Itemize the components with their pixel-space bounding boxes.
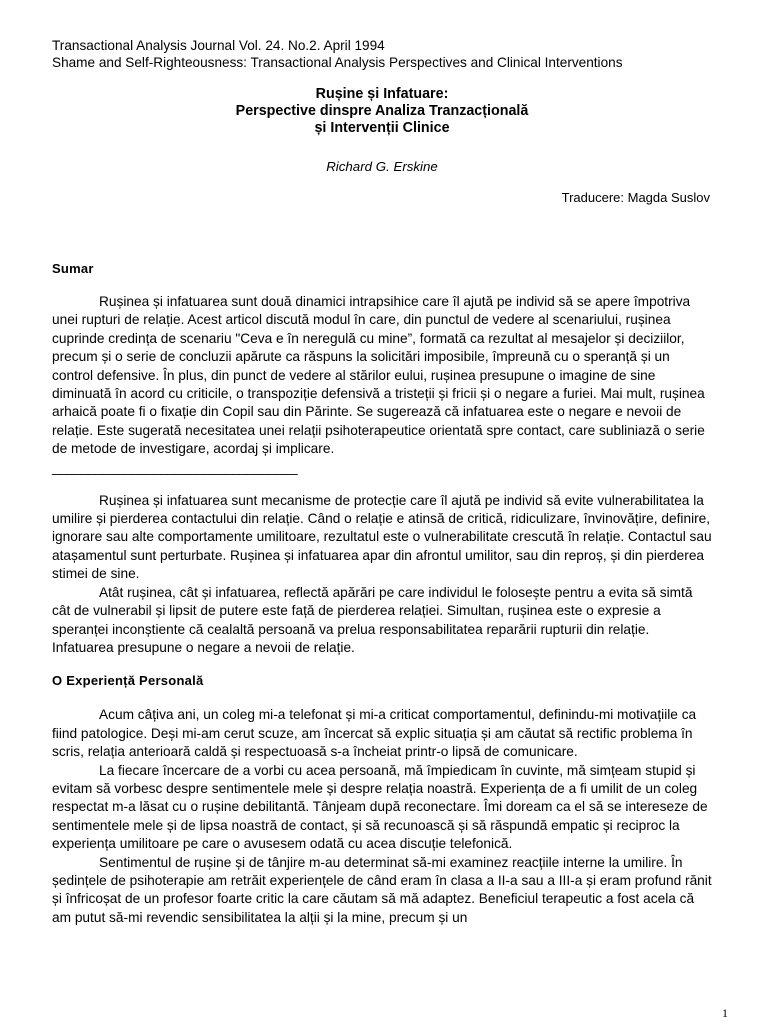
document-page <box>52 37 712 927</box>
personal-paragraph-1: Acum câțiva ani, un coleg mi-a telefonat și mi-a criticat comportamentul, definindu-mi motivațiile ca fiind patologice. Deși mi-am cerut scuze, am încercat să explic situația și am căutat să rectific problema în scris, relația anterioară caldă și respectuoasă s-a încheiat printr-o lipsă de comunicare. <box>52 707 697 760</box>
english-title: Shame and Self-Righteousness: Transactional Analysis Perspectives and Clinical Interventions <box>52 55 623 70</box>
title-line-1: Rușine și Infatuare: <box>315 86 449 102</box>
personal-experience-heading: O Experiență Personală <box>52 673 204 689</box>
journal-citation: Transactional Analysis Journal Vol. 24. No.2. April 1994 <box>52 38 385 53</box>
page-number: 1 <box>722 1006 728 1020</box>
intro-paragraph-1: Rușinea și infatuarea sunt mecanisme de protecție care îl ajută pe individ să evite vulnerabilitatea la umilire și pierderea contactului din relație. Când o relație e atinsă de critică, ridiculizare, învinovățire, definire, ignorare sau alte comportamente umilitoare, rezultatul este o vulnerabilitate crescută în relație. Contactul sau atașamentul sunt perturbate. Rușinea și infatuarea apar din afrontul umilitor, sau din reproș, și din pierderea stimei de sine. <box>52 492 712 582</box>
article-title <box>52 86 712 137</box>
summary-heading: Sumar <box>52 261 94 276</box>
personal-paragraph-3: Sentimentul de rușine și de tânjire m-au determinat să-mi examinez reacțiile interne la umilire. În ședințele de psihoterapie am retrăit experiențele de când eram în clasa a II-a sau a III-a și eram profund rănit și înfricoșat de un profesor foarte critic la care căutam să mă adaptez. Beneficiul terapeutic a fost acela că am putut să-mi revendic sensibilitatea la alții și la mine, precum și un <box>52 854 712 925</box>
title-line-2: Perspective dinspre Analiza Tranzacțională <box>235 103 529 119</box>
author-name: Richard G. Erskine <box>326 159 438 174</box>
summary-paragraph: Rușinea și infatuarea sunt două dinamici intrapsihice care îl ajută pe individ să se apere împotriva unei rupturi de relație. Acest articol discută modul în care, din punctul de vedere al scenariului, rușinea cuprinde credința de scenariu "Ceva e în neregulă cu mine”, formată ca rezultat al mesajelor și deciziilor, precum și o serie de concluzii apărute ca răspuns la solicitări imposibile, împreună cu o speranță și un control defensive. În plus, din punct de vedere al stărilor eului, rușinea presupune o imagine de sine diminuată în acord cu criticile, o transpoziție defensivă a tristeții și fricii și o negare a furiei. Mai mult, rușinea arhaică poate fi o fixație din Copil sau din Părinte. Se sugerează că infatuarea este o negare e nevoii de relație. Este sugerată necesitatea unei relații psihoterapeutice orientată spre contact, care subliniază o serie de metode de investigare, acordaj și implicare. <box>52 294 705 457</box>
translator-credit: Traducere: Magda Suslov <box>561 190 710 205</box>
intro-paragraph-2: Atât rușinea, cât și infatuarea, reflectă apărări pe care individul le folosește pentru a evita să simtă cât de vulnerabil și lipsit de putere este față de pierderea relației. Simultan, rușinea este o expresie a speranței inconștiente că cealaltă persoană va prelua responsabilitatea reparării rupturii din relație. Infatuarea presupune o negare a nevoii de relație. <box>52 584 693 655</box>
title-line-3: și Intervenții Clinice <box>314 120 450 136</box>
separator-rule: __________________________________ <box>52 459 298 475</box>
personal-paragraph-2: La fiecare încercare de a vorbi cu acea persoană, mă împiedicam în cuvinte, mă simțeam stupid și evitam să vorbesc despre sentimentele mele și despre relația noastră. Experiența de a fi umilit de un coleg respectat m-a lăsat cu o rușine debilitantă. Tânjeam după reconectare. Îmi doream ca el să se intereseze de sentimentele mele și de lipsa noastră de contact, și să recunoască și să răspundă empatic și reciproc la experiența umilitoare pe care o avusesem odată cu acea discuție telefonică. <box>52 762 708 852</box>
